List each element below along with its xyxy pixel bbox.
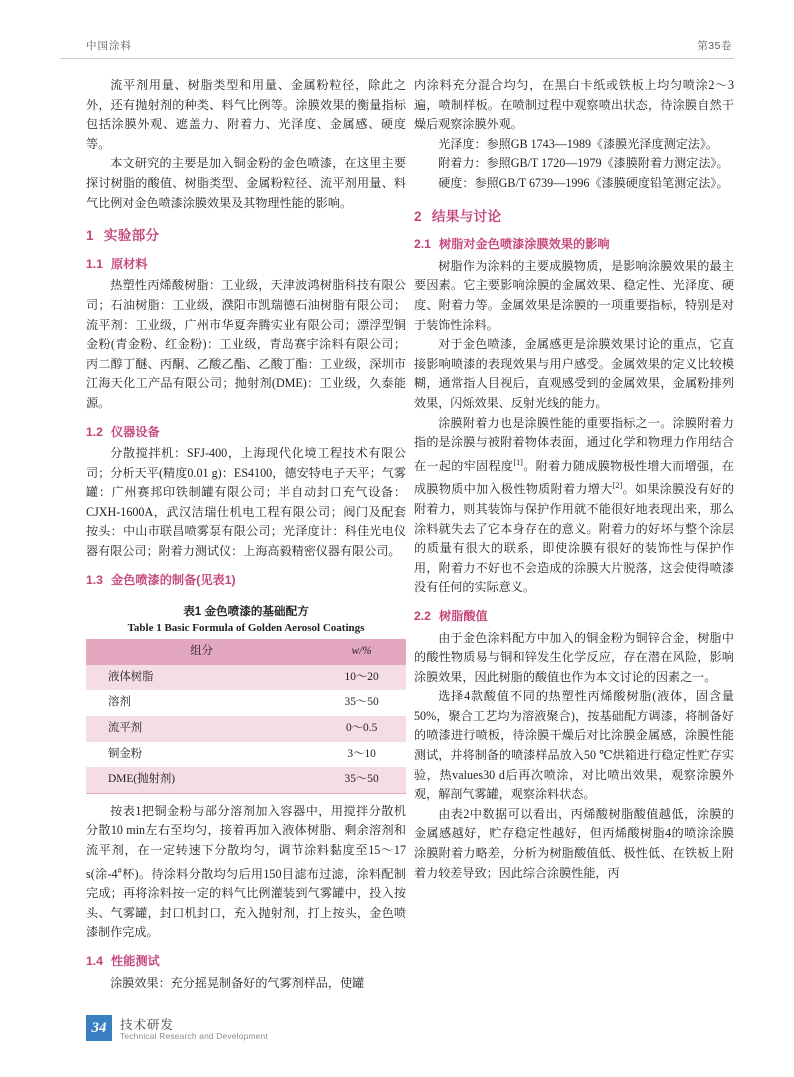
subsection-number: 2.2	[414, 608, 431, 623]
page-header	[60, 36, 734, 59]
table-row	[86, 665, 406, 691]
paragraph: 由表2中数据可以看出，丙烯酸树脂酸值越低，涂膜的金属感越好，贮存稳定性越好，但丙烯酸树脂4的喷涂涂膜涂膜附着力略差，分析为树脂酸值低、极性低、在铁板上附着力较差导致；因此综合涂膜性能，丙	[414, 806, 734, 880]
table-row	[86, 690, 406, 716]
subsection-heading-1-1	[86, 255, 406, 275]
cell-value: 35～50	[317, 767, 406, 793]
paragraph-preparation: 按表1把铜金粉与部分溶剂加入容器中，用搅拌分散机分散10 min左右至均匀，接着再加入液体树脂、剩余溶剂和流平剂，在一定转速下分散均匀，调节涂料黏度至15～17 s(涂-4#杯)。待涂料分散均匀后用150目滤布过滤，涂料配制完成；再将涂料按一定的料气比例灌装到气雾罐中，投入按头、气雾罐，封口机封口，充入抛射剂，打上按头，金色喷漆制作完成。	[86, 803, 406, 940]
subsection-title: 性能测试	[110, 954, 160, 968]
cell-component: 液体树脂	[86, 665, 317, 691]
table-header-row	[86, 639, 406, 665]
subsection-title: 仪器设备	[110, 424, 160, 439]
subsection-heading-1-2	[86, 423, 406, 443]
column-header-component: 组分	[86, 639, 317, 665]
subsection-number: 1.4	[86, 954, 103, 968]
subsection-heading-1-3	[86, 571, 406, 591]
paragraph: 附着力：参照GB/T 1720—1979《漆膜附着力测定法》。	[438, 156, 729, 171]
cell-value: 10～20	[317, 665, 406, 691]
footer-section-en: Technical Research and Development	[120, 1031, 268, 1041]
subsection-heading-1-4	[86, 952, 406, 972]
page-number-badge: 34	[86, 1015, 112, 1041]
paragraph: 涂膜效果：充分摇晃制备好的气雾剂样品，使罐	[110, 975, 365, 990]
paragraph: 流平剂用量、树脂类型和用量、金属粉粒径，除此之外，还有抛射剂的种类、料气比例等。涂膜效果的衡量指标包括涂膜外观、遮盖力、附着力、光泽度、金属感、硬度等。	[86, 78, 406, 151]
paragraph-with-refs: 涂膜附着力也是涂膜性能的重要指标之一。涂膜附着力指的是涂膜与被附着物体表面，通过化学和物理力作用结合在一起的牢固程度[1]。附着力随成膜物极性增大而增强，在成膜物质中加入极性物质附着力增大[2]。如果涂膜没有好的附着力，则其装饰与保护作用就不能很好地表现出来，那么涂料就失去了它本身存在的意义。附着力的好坏与整个涂层的质量有很大的联系，即使涂膜有很好的装饰性与保护作用，附着力不好也不会造成的涂膜大片脱落，这会使得喷漆没有任何的实际意义。	[414, 415, 734, 595]
paragraph: 对于金色喷漆，金属感更是涂膜效果讨论的重点，它直接影响喷漆的表现效果与用户感受。金属效果的定义比较模糊，通常指人目视后，直观感受到的金属效果，金属粉排列效果，闪烁效果、反射光线的能力。	[414, 337, 734, 410]
table-row	[86, 767, 406, 793]
cell-component: 流平剂	[86, 716, 317, 742]
journal-name: 中国涂料	[86, 40, 132, 52]
paragraph: 本文研究的主要是加入铜金粉的金色喷漆，在这里主要探讨树脂的酸值、树脂类型、金属粉粒径、流平剂用量、料气比例对金色喷漆涂膜效果及其物理性能的影响。	[86, 156, 406, 210]
table-body	[86, 665, 406, 793]
left-column	[86, 76, 406, 993]
table-1-container	[86, 604, 406, 794]
cell-value: 35～50	[317, 690, 406, 716]
cell-value: 0～0.5	[317, 716, 406, 742]
section-heading-2	[414, 207, 734, 227]
subsection-title: 树脂酸值	[438, 608, 488, 623]
paragraph: 由于金色涂料配方中加入的铜金粉为铜锌合金，树脂中的酸性物质易与铜和锌发生化学反应，存在潜在风险，影响涂膜效果，因此树脂的酸值也作为本文讨论的因素之一。	[414, 630, 734, 684]
right-column	[414, 76, 734, 883]
paragraph: 选择4款酸值不同的热塑性丙烯酸树脂(液体，固含量50%，聚合工艺均为溶液聚合)，按基础配方调漆，将制备好的喷漆进行喷板，待涂膜干燥后对比涂膜金属感，涂膜性能测试，并将制备的喷漆样品放入50 ℃烘箱进行稳定性贮存实验，热values30 d后再次喷涂，对比喷出效果，观察涂膜外观，解剖气雾罐，观察涂料状态。	[414, 689, 734, 802]
cell-component: 铜金粉	[86, 742, 317, 768]
cell-component: 溶剂	[86, 690, 317, 716]
table-row	[86, 742, 406, 768]
subsection-number: 1.1	[86, 256, 103, 271]
paragraph: 硬度：参照GB/T 6739—1996《漆膜硬度铅笔测定法》。	[438, 175, 729, 190]
paragraph: 树脂作为涂料的主要成膜物质，是影响涂膜效果的最主要因素。它主要影响涂膜的金属效果、稳定性、光泽度、硬度、附着力等。金属效果是涂膜的一项重要指标，特别是对于装饰性涂料。	[414, 258, 734, 332]
cell-component: DME(抛射剂)	[86, 767, 317, 793]
section-number: 1	[86, 228, 94, 244]
subsection-title: 金色喷漆的制备(见表1)	[110, 572, 236, 587]
subsection-number: 1.2	[86, 424, 103, 439]
section-number: 2	[414, 208, 422, 224]
table-caption-en: Table 1 Basic Formula of Golden Aerosol Coatings	[127, 622, 365, 635]
volume-label: 第35卷	[697, 40, 732, 52]
subsection-title: 树脂对金色喷漆涂膜效果的影响	[438, 237, 610, 252]
column-header-mass-fraction: w/%	[317, 639, 406, 665]
subsection-number: 2.1	[414, 237, 431, 252]
paragraph: 热塑性丙烯酸树脂：工业级，天津波鸿树脂科技有限公司；石油树脂：工业级，濮阳市凯瑞德石油树脂有限公司；流平剂：工业级，广州市华夏奔腾实业有限公司；漂浮型铜金粉(青金粉、红金粉)：工业级，青岛赛宇涂料有限公司；丙二醇丁醚、丙酮、乙酸乙酯、乙酸丁酯：工业级，深圳市江海天化工产品有限公司；抛射剂(DME)：工业级，久泰能源。	[86, 278, 406, 410]
subsection-title: 原材料	[110, 256, 148, 271]
table-row	[86, 716, 406, 742]
paragraph: 光泽度：参照GB 1743—1989《漆膜光泽度测定法》。	[438, 136, 719, 151]
subsection-heading-2-2	[414, 607, 734, 627]
subsection-number: 1.3	[86, 572, 103, 587]
subsection-heading-2-1	[414, 235, 734, 255]
page-footer	[86, 1015, 386, 1049]
paragraph: 内涂料充分混合均匀，在黑白卡纸或铁板上均匀喷涂2～3遍，喷制样板。在喷制过程中观察喷出状态，待涂膜自然干燥后观察涂膜外观。	[414, 78, 734, 132]
paragraph: 分散搅拌机：SFJ-400，上海现代化境工程技术有限公司；分析天平(精度0.01 g)：ES4100，德安特电子天平；气雾罐：广州赛邦印铁制罐有限公司；半自动封口充气设备：CJXH-1600A，武汉洁瑞仕机电工程有限公司；阀门及配套按头：中山市联昌喷雾泵有限公司；光泽度计：科佳光电仪器有限公司；附着力测试仪：上海高毅精密仪器有限公司。	[86, 446, 406, 559]
section-title: 实验部分	[103, 228, 160, 244]
formula-table	[86, 639, 406, 794]
section-heading-1	[86, 226, 406, 246]
cell-value: 3～10	[317, 742, 406, 768]
section-title: 结果与讨论	[431, 208, 502, 224]
table-caption-cn: 表1 金色喷漆的基础配方	[183, 605, 309, 619]
footer-section-cn: 技术研发	[120, 1018, 175, 1032]
